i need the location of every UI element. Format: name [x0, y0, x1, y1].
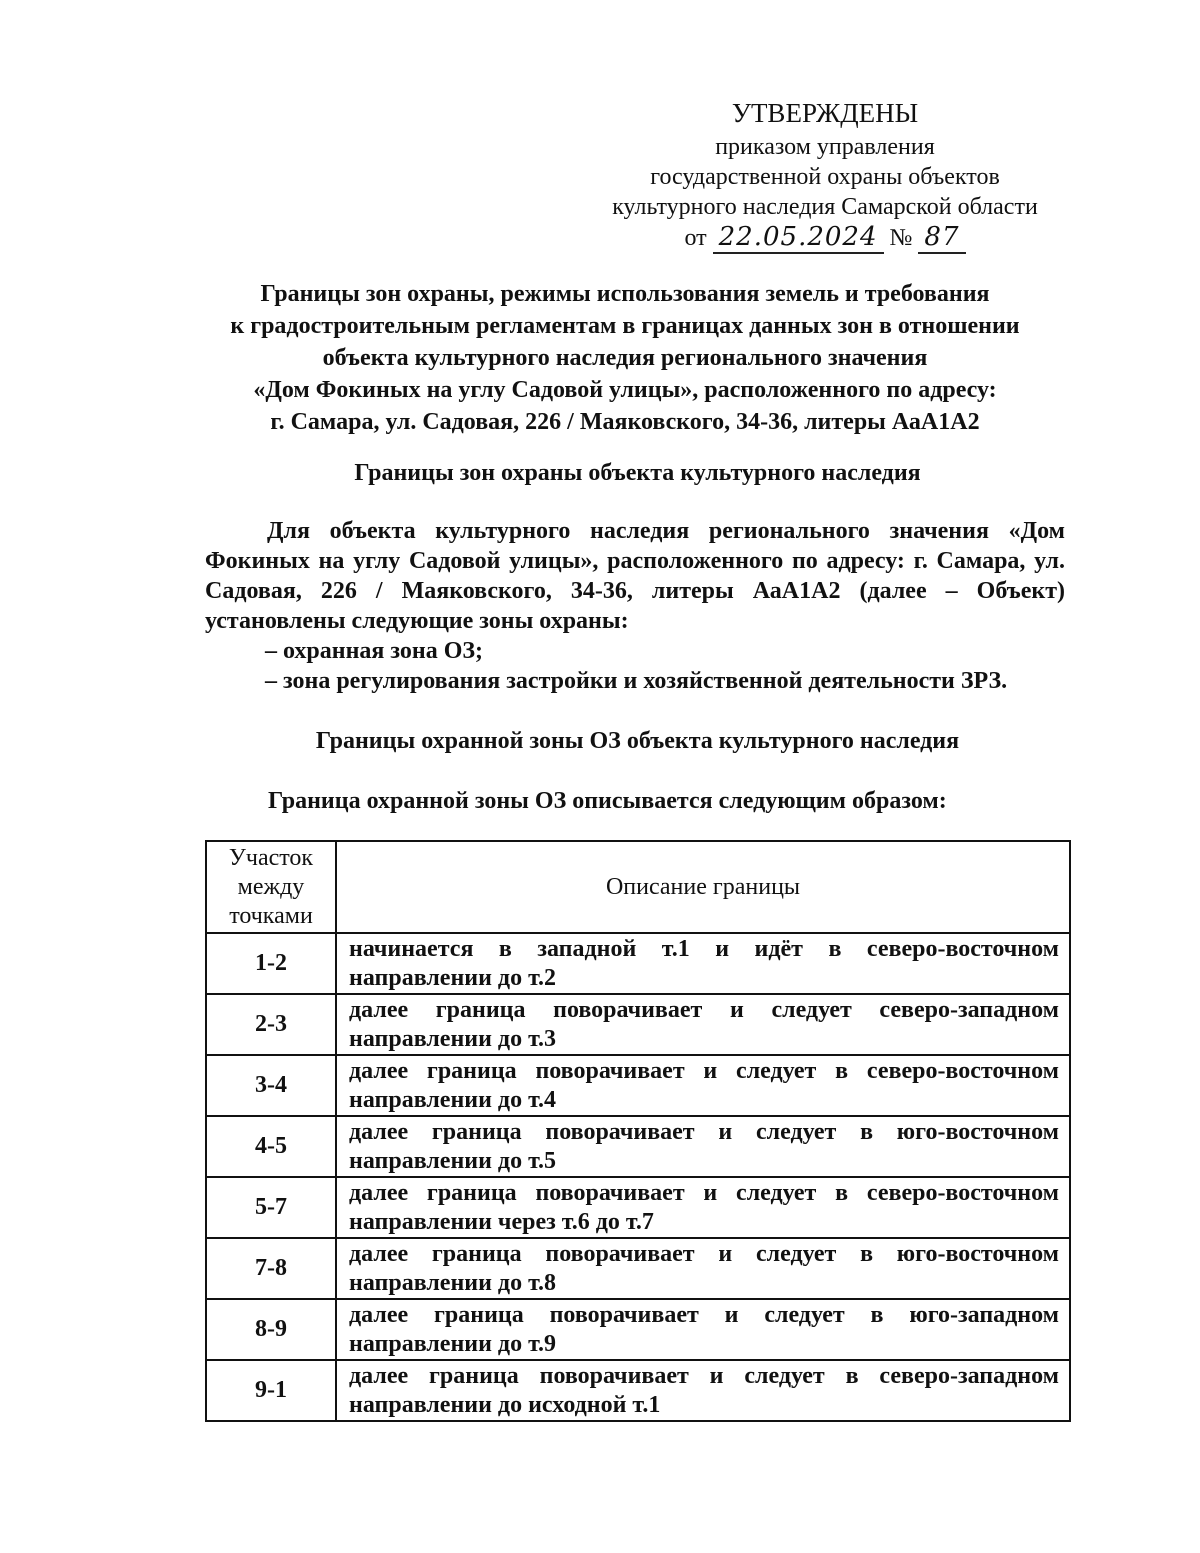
zone-list-item: – зона регулирования застройки и хозяйственной деятельности ЗРЗ.: [265, 668, 1008, 694]
table-row: [206, 933, 1070, 994]
segment-header-line: Участок: [228, 844, 314, 871]
description-cell: далее граница поворачивает и следует в северо-восточном направлении через т.6 до т.7: [336, 1177, 1070, 1238]
approval-block: [560, 96, 1090, 253]
zones-list: [265, 636, 1065, 696]
table-row: [206, 1055, 1070, 1116]
approval-line-3: культурного наследия Самарской области: [612, 194, 1038, 220]
segment-cell: 1-2: [206, 933, 336, 994]
approval-date-line: [560, 222, 1090, 253]
description-cell: далее граница поворачивает и следует в юго-восточном направлении до т.5: [336, 1116, 1070, 1177]
description-column-header: Описание границы: [336, 841, 1070, 933]
zone-list-item: – охранная зона ОЗ;: [265, 638, 484, 664]
heading-line-3: объекта культурного наследия регионального значения: [322, 345, 928, 371]
heading-line-1: Границы зон охраны, режимы использования земель и требования: [260, 281, 990, 307]
segment-cell: 9-1: [206, 1360, 336, 1421]
table-row: [206, 1177, 1070, 1238]
description-cell: далее граница поворачивает и следует в северо-западном направлении до исходной т.1: [336, 1360, 1070, 1421]
heading-line-5: г. Самара, ул. Садовая, 226 / Маяковского, 34-36, литеры АаА1А2: [270, 409, 980, 435]
boundary-table: [205, 840, 1071, 1422]
table-row: [206, 1238, 1070, 1299]
segment-cell: 8-9: [206, 1299, 336, 1360]
heading-line-2: к градостроительным регламентам в границах данных зон в отношении: [230, 313, 1020, 339]
segment-cell: 4-5: [206, 1116, 336, 1177]
table-row: [206, 1360, 1070, 1421]
segment-header-line: точками: [229, 902, 313, 929]
description-cell: начинается в западной т.1 и идёт в северо-восточном направлении до т.2: [336, 933, 1070, 994]
description-cell: далее граница поворачивает и следует в юго-восточном направлении до т.8: [336, 1238, 1070, 1299]
description-cell: далее граница поворачивает и следует северо-западном направлении до т.3: [336, 994, 1070, 1055]
description-cell: далее граница поворачивает и следует в юго-западном направлении до т.9: [336, 1299, 1070, 1360]
heading-line-4: «Дом Фокиных на углу Садовой улицы», расположенного по адресу:: [253, 377, 997, 403]
approval-line-1: приказом управления: [715, 134, 935, 160]
number-prefix: №: [889, 225, 913, 251]
description-cell: далее граница поворачивает и следует в северо-восточном направлении до т.4: [336, 1055, 1070, 1116]
table-header-row: [206, 841, 1070, 933]
section-title-oz-zone: Границы охранной зоны ОЗ объекта культурного наследия: [315, 728, 960, 754]
segment-column-header: [206, 841, 336, 933]
approval-line-2: государственной охраны объектов: [650, 164, 1000, 190]
segment-cell: 5-7: [206, 1177, 336, 1238]
segment-cell: 7-8: [206, 1238, 336, 1299]
table-row: [206, 1299, 1070, 1360]
segment-header-line: между: [237, 873, 305, 900]
table-row: [206, 994, 1070, 1055]
document-heading: [180, 278, 1070, 438]
table-row: [206, 1116, 1070, 1177]
object-description-paragraph: Для объекта культурного наследия регионального значения «Дом Фокиных на углу Садовой улицы», расположенного по адресу: г. Самара, ул. Садовая, 226 / Маяковского, 34-36, литеры АаА1А2 (далее – Объект) установлены следующие зоны охраны:: [205, 518, 1065, 634]
segment-cell: 2-3: [206, 994, 336, 1055]
handwritten-number: 87: [918, 222, 965, 254]
handwritten-date: 22.05.2024: [713, 222, 884, 254]
oz-intro-text: Граница охранной зоны ОЗ описывается следующим образом:: [268, 788, 947, 814]
approval-title: УТВЕРЖДЕНЫ: [731, 98, 919, 128]
segment-cell: 3-4: [206, 1055, 336, 1116]
date-prefix: от: [684, 225, 707, 251]
section-title-protection-zones: Границы зон охраны объекта культурного наследия: [354, 460, 921, 486]
